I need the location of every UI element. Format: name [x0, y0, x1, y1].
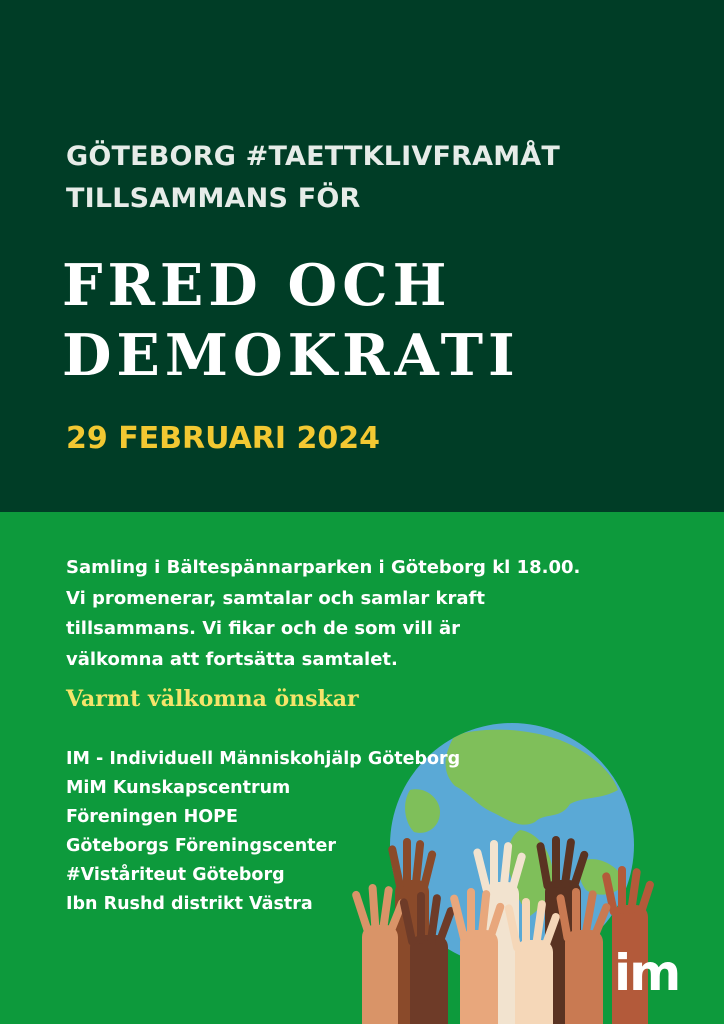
- event-date: 29 FEBRUARI 2024: [66, 421, 381, 456]
- campaign-line: GÖTEBORG #TAETTKLIVFRAMÅT: [66, 141, 560, 172]
- organizer-item: Göteborgs Föreningscenter: [66, 836, 337, 856]
- organizer-item: #Viståriteut Göteborg: [66, 865, 285, 885]
- welcome-heading: Varmt välkomna önskar: [66, 686, 359, 712]
- tagline: TILLSAMMANS FÖR: [66, 183, 361, 214]
- description-line: tillsammans. Vi fikar och de som vill är: [66, 618, 461, 639]
- description-line: Samling i Bältespännarparken i Göteborg kl 18.00.: [66, 557, 581, 578]
- description-line: Vi promenerar, samtalar och samlar kraft: [66, 587, 485, 609]
- organizer-item: Ibn Rushd distrikt Västra: [66, 894, 313, 914]
- title-line-2: DEMOKRATI: [62, 322, 520, 389]
- organizer-list: [66, 745, 460, 919]
- organizer-item: IM - Individuell Människohjälp Göteborg: [66, 749, 461, 769]
- organizer-item: MiM Kunskapscentrum: [66, 778, 291, 798]
- description-line: välkomna att fortsätta samtalet.: [66, 648, 398, 670]
- title-line-1: FRED OCH: [62, 252, 452, 319]
- im-logo: im: [614, 944, 680, 1002]
- organizer-item: Föreningen HOPE: [66, 807, 238, 827]
